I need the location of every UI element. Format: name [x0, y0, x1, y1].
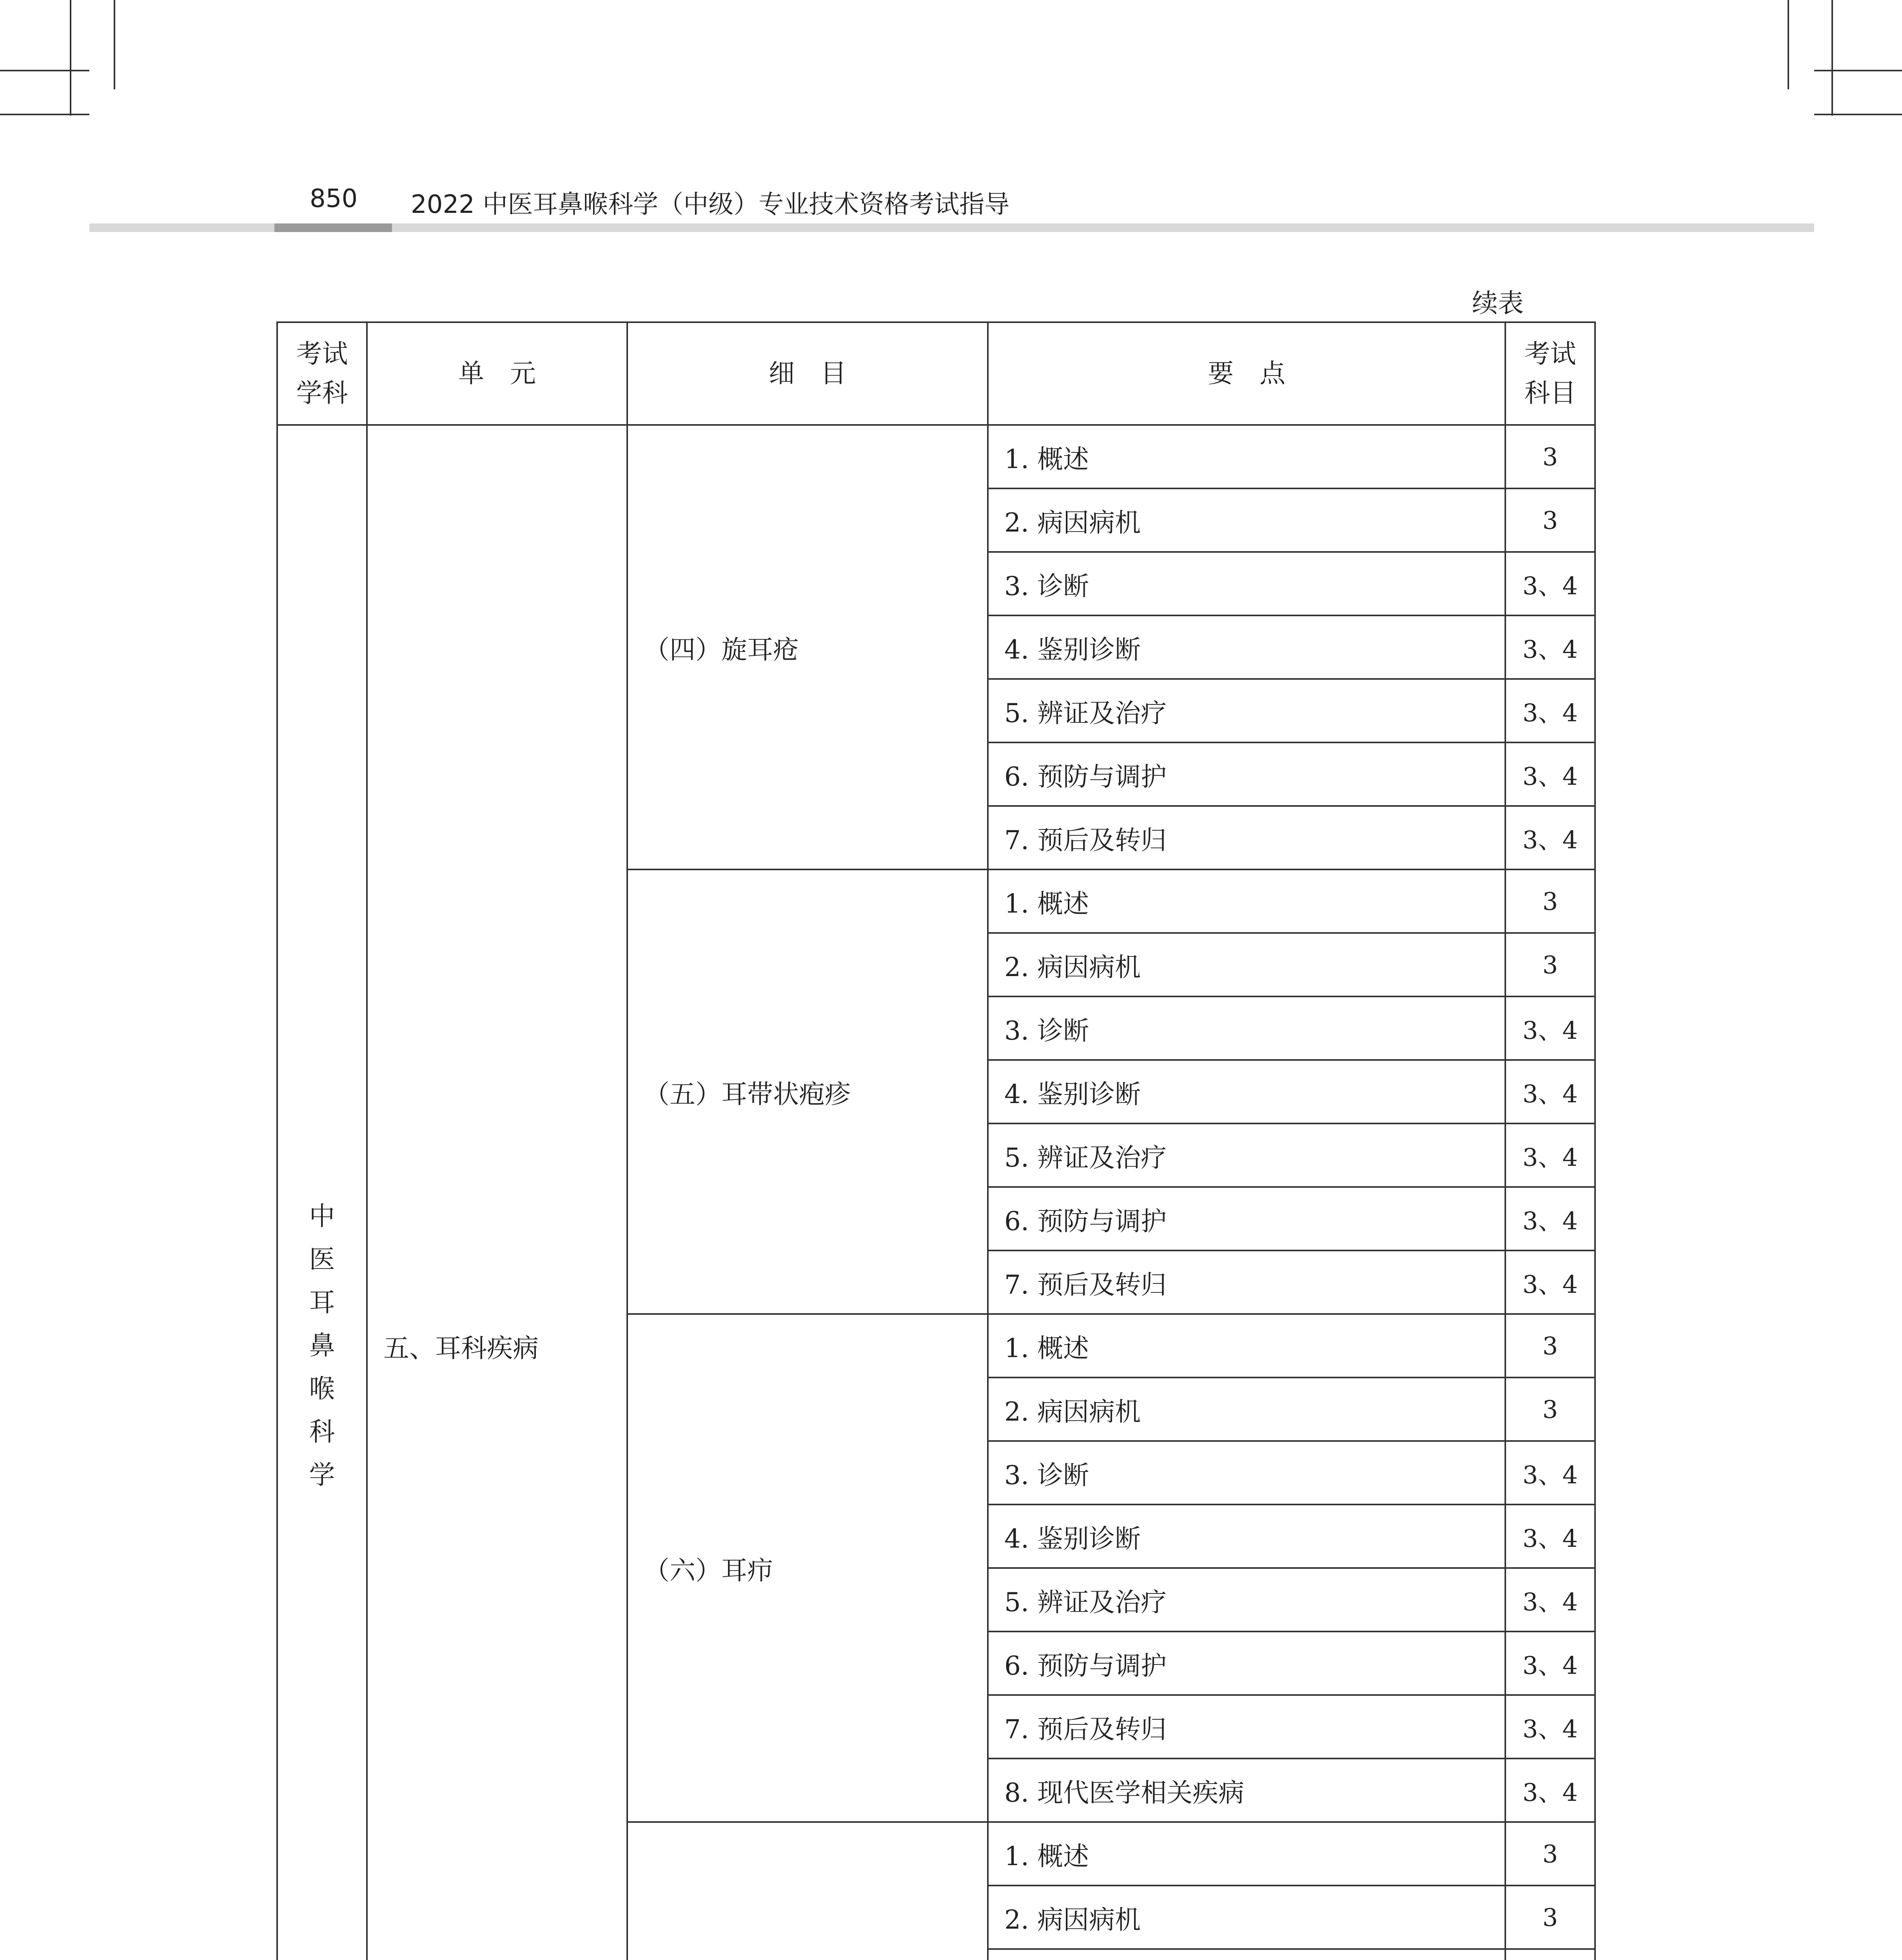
header-subject-line: 考试	[296, 339, 348, 369]
point-cell: 5. 辨证及治疗	[988, 679, 1505, 742]
item-cell: （四）旋耳疮	[627, 425, 988, 869]
crop-mark	[70, 0, 71, 116]
exam-cell: 3、4	[1505, 552, 1595, 615]
book-title: 2022 中医耳鼻喉科学（中级）专业技术资格考试指导	[411, 190, 1010, 219]
exam-cell: 3、4	[1505, 679, 1595, 742]
exam-cell	[1505, 1949, 1595, 1960]
crop-mark	[1814, 114, 1902, 115]
exam-cell: 3、4	[1505, 1632, 1595, 1695]
table-body	[277, 425, 1595, 1960]
exam-cell: 3	[1505, 1377, 1595, 1441]
header-point: 要 点	[988, 322, 1505, 425]
point-cell: 3. 诊断	[988, 1441, 1505, 1504]
point-cell: 4. 鉴别诊断	[988, 1504, 1505, 1568]
unit-cell: 五、耳科疾病	[367, 425, 627, 1960]
exam-cell: 3、4	[1505, 615, 1595, 679]
point-cell: 2. 病因病机	[988, 1886, 1505, 1949]
header-exam-line: 考试	[1524, 339, 1576, 369]
point-cell: 5. 辨证及治疗	[988, 1568, 1505, 1632]
point-cell: 1. 概述	[988, 1314, 1505, 1377]
header-unit: 单 元	[367, 322, 627, 425]
point-cell: 1. 概述	[988, 1822, 1505, 1886]
exam-cell: 3、4	[1505, 1123, 1595, 1187]
header-subject-line: 学科	[296, 378, 348, 408]
exam-cell: 3、4	[1505, 1695, 1595, 1759]
crop-mark	[114, 0, 115, 89]
point-cell: 8. 现代医学相关疾病	[988, 1759, 1505, 1822]
crop-mark	[0, 70, 89, 71]
header-item: 细 目	[627, 322, 988, 425]
point-cell: 5. 辨证及治疗	[988, 1123, 1505, 1187]
header-exam	[1505, 322, 1595, 425]
subject-char: 喉	[309, 1374, 335, 1404]
exam-cell: 3	[1505, 1314, 1595, 1377]
item-cell: （六）耳疖	[627, 1314, 988, 1822]
exam-cell: 3、4	[1505, 1250, 1595, 1314]
item-cell: （五）耳带状疱疹	[627, 869, 988, 1314]
table-header-row	[277, 322, 1595, 425]
point-cell: 2. 病因病机	[988, 933, 1505, 996]
exam-cell: 3、4	[1505, 1759, 1595, 1822]
item-cell	[627, 1822, 988, 1960]
point-cell: 6. 预防与调护	[988, 1187, 1505, 1250]
exam-cell: 3、4	[1505, 1060, 1595, 1123]
exam-cell: 3	[1505, 869, 1595, 933]
point-cell: 3. 诊断	[988, 552, 1505, 615]
subject-char: 鼻	[309, 1330, 335, 1361]
subject-char: 中	[309, 1201, 335, 1231]
subject-cell	[277, 425, 367, 1960]
syllabus-table	[276, 321, 1596, 1960]
table-row	[277, 425, 1595, 488]
point-cell: 1. 概述	[988, 425, 1505, 488]
point-cell: 6. 预防与调护	[988, 1632, 1505, 1695]
crop-mark	[1831, 0, 1833, 116]
exam-cell: 3、4	[1505, 996, 1595, 1060]
subject-char: 学	[309, 1460, 335, 1490]
point-cell: 6. 预防与调护	[988, 742, 1505, 806]
point-cell: 7. 预后及转归	[988, 1695, 1505, 1759]
exam-cell: 3、4	[1505, 742, 1595, 806]
point-cell: 4. 鉴别诊断	[988, 615, 1505, 679]
header-rule-accent	[274, 223, 392, 232]
point-cell: 7. 预后及转归	[988, 806, 1505, 869]
subject-char: 耳	[309, 1287, 335, 1318]
point-cell: 2. 病因病机	[988, 488, 1505, 552]
crop-mark	[1788, 0, 1789, 89]
exam-cell: 3	[1505, 488, 1595, 552]
point-cell: 4. 鉴别诊断	[988, 1060, 1505, 1123]
subject-char: 科	[309, 1417, 335, 1447]
exam-cell: 3、4	[1505, 1187, 1595, 1250]
exam-cell: 3、4	[1505, 1568, 1595, 1632]
exam-cell: 3	[1505, 1886, 1595, 1949]
crop-mark	[1814, 70, 1902, 71]
page-number: 850	[310, 184, 358, 213]
point-cell: 3. 诊断	[988, 996, 1505, 1060]
header-subject	[277, 322, 367, 425]
point-cell	[988, 1949, 1505, 1960]
exam-cell: 3、4	[1505, 1504, 1595, 1568]
point-cell: 7. 预后及转归	[988, 1250, 1505, 1314]
exam-cell: 3	[1505, 1822, 1595, 1886]
exam-cell: 3	[1505, 933, 1595, 996]
point-cell: 2. 病因病机	[988, 1377, 1505, 1441]
exam-cell: 3	[1505, 425, 1595, 488]
exam-cell: 3、4	[1505, 806, 1595, 869]
subject-char: 医	[309, 1244, 335, 1274]
continued-label: 续表	[1472, 288, 1524, 318]
header-exam-line: 科目	[1524, 378, 1576, 408]
point-cell: 1. 概述	[988, 869, 1505, 933]
exam-cell: 3、4	[1505, 1441, 1595, 1504]
crop-mark	[0, 114, 89, 115]
